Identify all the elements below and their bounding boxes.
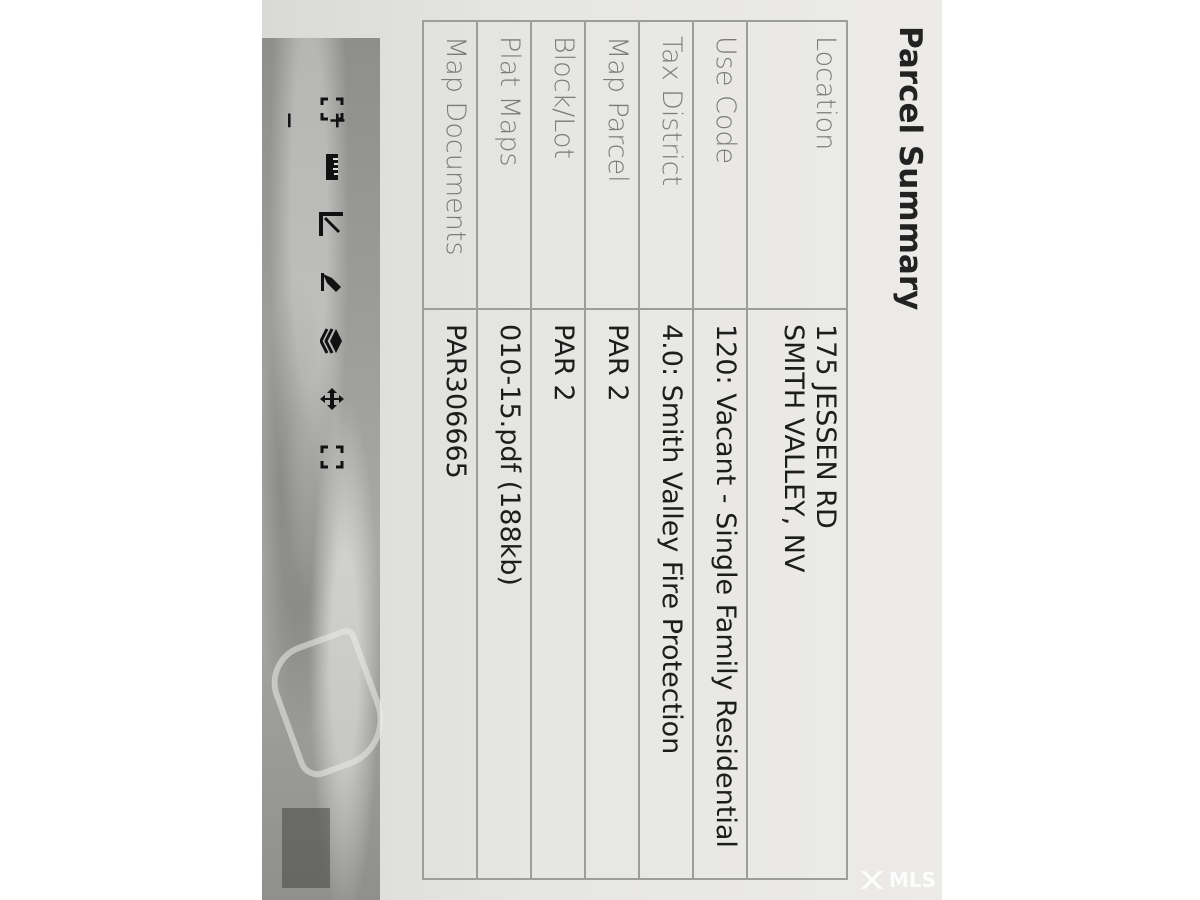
row-value-location [747,309,847,879]
table-row-location [747,21,847,879]
fullscreen-icon[interactable] [316,93,348,125]
mls-watermark-text: MLS [888,868,936,892]
row-label-tax-district: Tax District [639,21,693,309]
row-value-plat-maps [477,309,531,879]
row-label-map-documents: Map Documents [423,21,477,309]
mls-watermark [859,868,936,892]
ruler-icon[interactable] [316,151,348,183]
table-row-map-documents [423,21,477,879]
map-building-feature [282,808,330,888]
parcel-summary-table [422,20,848,880]
table-row-map-parcel [585,21,639,879]
aerial-map[interactable] [262,38,380,900]
row-label-location: Location [747,21,847,309]
row-value-use-code: 120: Vacant - Single Family Residential [693,309,747,879]
location-line-city: SMITH VALLEY, NV [778,324,809,573]
extent-icon[interactable] [316,441,348,473]
row-label-plat-maps: Plat Maps [477,21,531,309]
row-value-map-parcel: PAR 2 [585,309,639,879]
row-label-use-code: Use Code [693,21,747,309]
row-value-block-lot: PAR 2 [531,309,585,879]
pan-icon[interactable] [316,383,348,415]
layers-icon[interactable] [316,325,348,357]
table-row-use-code [693,21,747,879]
zoom-out-button[interactable]: − [276,111,302,130]
row-value-map-documents [423,309,477,879]
table-row-tax-district [639,21,693,879]
plat-map-pdf-link[interactable]: 010-15.pdf (188kb) [494,324,525,586]
map-road-feature [262,625,398,783]
row-label-block-lot: Block/Lot [531,21,585,309]
area-measure-icon[interactable] [316,209,348,241]
map-toolbar [312,93,352,553]
panel-title: Parcel Summary [892,26,928,311]
parcel-summary-panel [380,0,940,900]
map-document-link[interactable]: PAR306665 [440,324,471,479]
row-label-map-parcel: Map Parcel [585,21,639,309]
table-row-block-lot [531,21,585,879]
zoom-in-button[interactable]: + [324,111,350,130]
draw-icon[interactable] [316,267,348,299]
mls-logo-icon [859,871,885,889]
table-row-plat-maps [477,21,531,879]
location-line-street: 175 JESSEN RD [810,324,841,529]
row-value-tax-district: 4.0: Smith Valley Fire Protection [639,309,693,879]
